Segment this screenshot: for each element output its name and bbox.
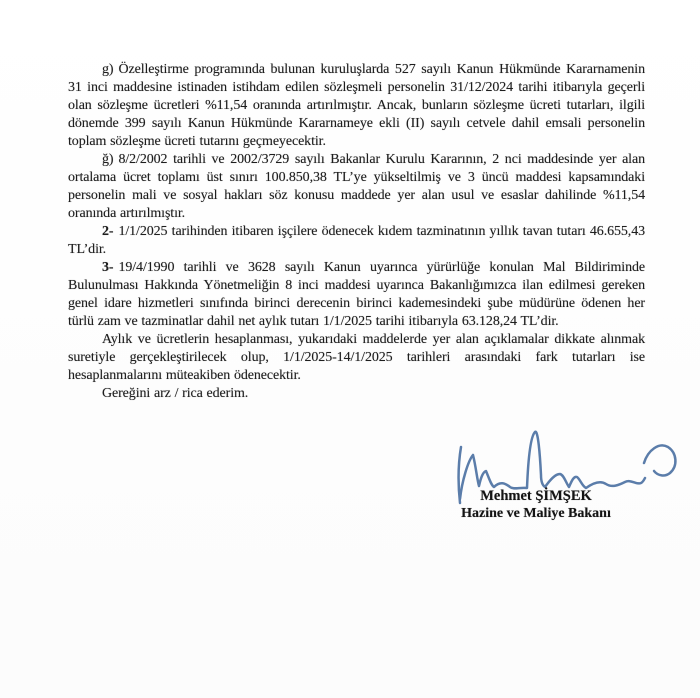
signature-end-hook [644, 445, 675, 475]
signatory-title: Hazine ve Maliye Bakanı [461, 506, 611, 521]
paragraph-item-2 [68, 223, 645, 259]
paragraph-gg-lead: ğ) [102, 152, 114, 167]
paragraph-gg-text: 8/2/2002 tarihli ve 2002/3729 sayılı Bakanlar Kurulu Kararının, 2 nci maddesinde yer alan ortalama ücret toplamı üst sınırı 100.850,38 TL’ye yükseltilmiş ve 3 üncü maddesi kapsamındaki personelin mali ve sosyal hakları söz konusu maddede yer alan usul ve esaslar dahilinde %11,54 oranında artırılmıştır. [68, 152, 645, 221]
paragraph-item-2-text: 1/1/2025 tarihinden itibaren işçilere ödenecek kıdem tazminatının yıllık tavan tutarı 46.655,43 TL’dir. [68, 224, 645, 257]
paragraph-item-3-text: 19/4/1990 tarihli ve 3628 sayılı Kanun uyarınca yürürlüğe konulan Mal Bildiriminde Bulunulması Hakkında Yönetmeliğin 8 inci maddesi uyarınca Bakanlığımızca ilan edilmesi gereken genel idare hizmetleri sınıfında birinci derecenin birinci kademesindeki şube müdürüne ödenen her türlü zam ve tazminatlar dahil net aylık tutarı 1/1/2025 tarihi itibarıyla 63.128,24 TL’dir. [68, 260, 645, 329]
paragraph-calculation-note [68, 331, 645, 385]
paragraph-item-2-lead: 2- [102, 224, 114, 239]
document-body [68, 61, 645, 403]
closing-line [68, 385, 645, 403]
paragraph-item-3-lead: 3- [102, 260, 114, 275]
paragraph-calculation-note-text: Aylık ve ücretlerin hesaplanması, yukarıdaki maddelerde yer alan açıklamalar dikkate alınmak suretiyle gerçekleştirilecek olup, 1/1/2025-14/1/2025 tarihleri arasındaki fark tutarları ise hesaplanmalarını müteakiben ödenecektir. [68, 332, 645, 383]
paragraph-gg [68, 151, 645, 223]
signatory-name: Mehmet ŞİMŞEK [480, 488, 592, 504]
paragraph-item-3 [68, 259, 645, 331]
paragraph-g [68, 61, 645, 151]
paragraph-g-text: Özelleştirme programında bulunan kuruluşlarda 527 sayılı Kanun Hükmünde Kararnamenin 31 inci maddesine istinaden istihdam edilen sözleşmeli personelin 31/12/2024 tarihi itibarıyla geçerli olan sözleşme ücretleri %11,54 oranında artırılmıştır. Ancak, bunların sözleşme ücreti tutarları, ilgili dönemde 399 sayılı Kanun Hükmünde Kararnameye ekli (II) sayılı cetvele dahil emsali personelin toplam sözleşme ücreti tutarını geçmeyecektir. [68, 62, 645, 149]
closing-line-text: Gereğini arz / rica ederim. [102, 386, 249, 401]
paragraph-g-lead: g) [102, 62, 114, 77]
